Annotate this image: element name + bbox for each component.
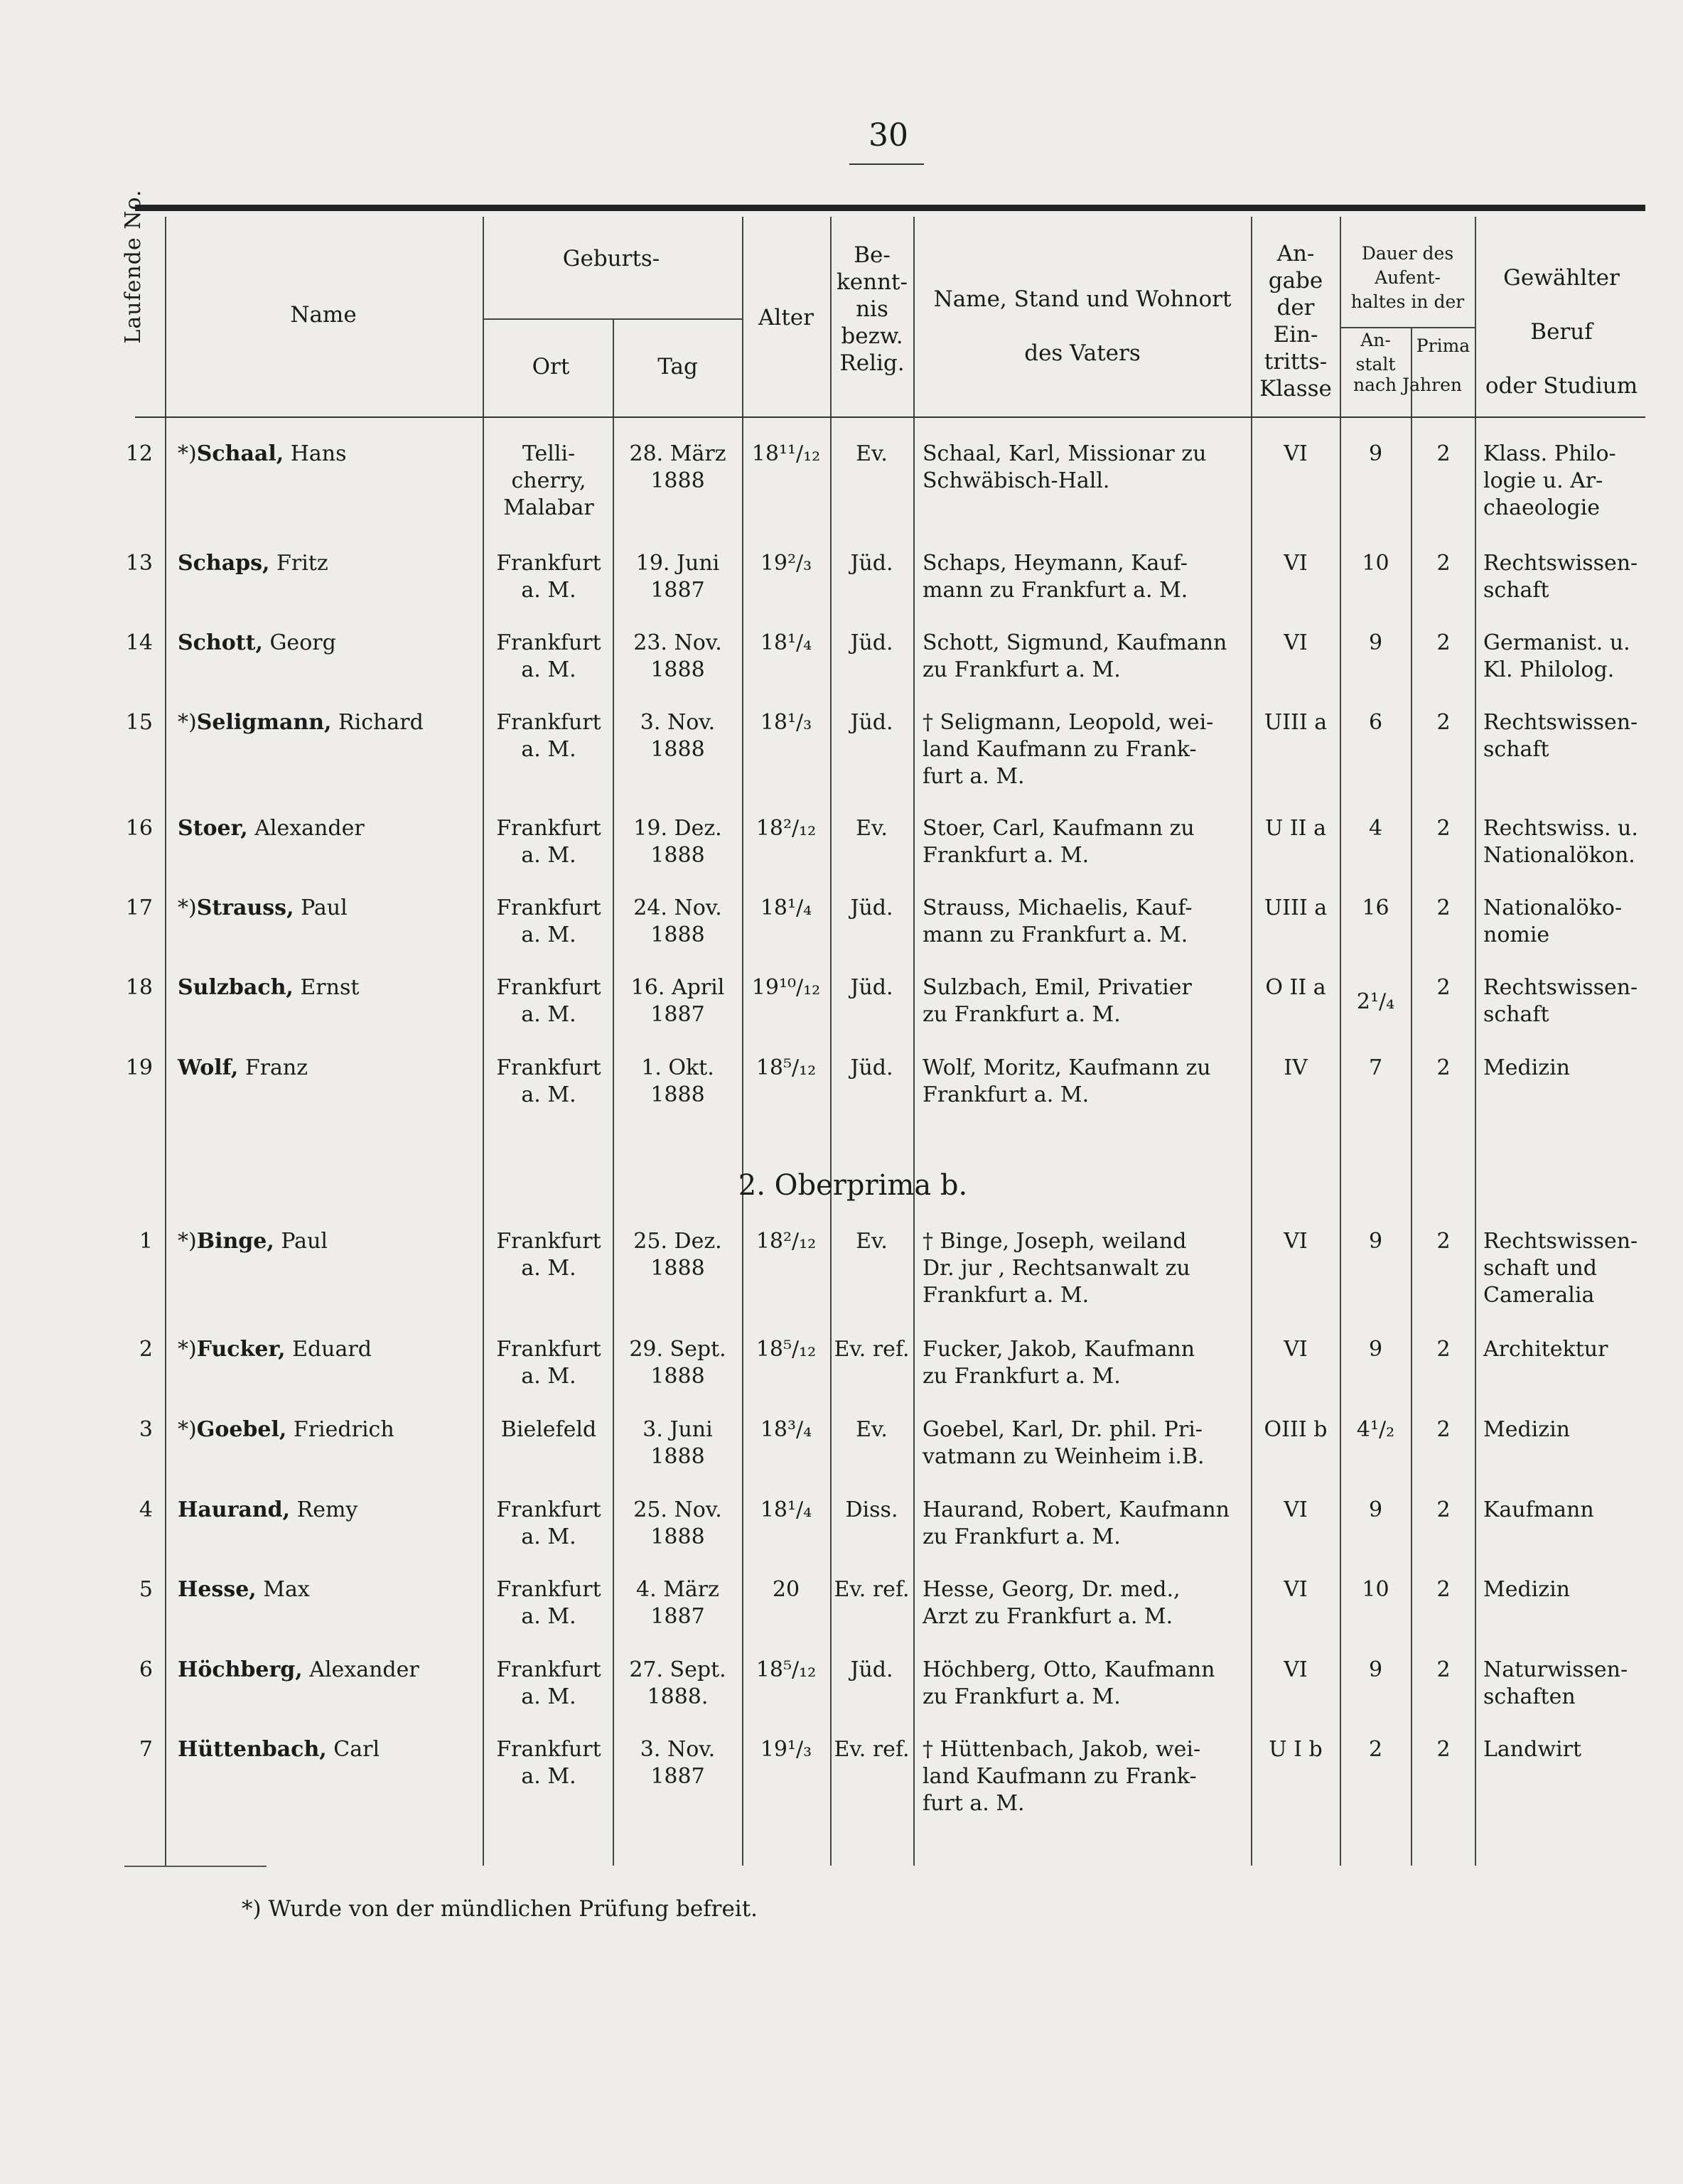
cell-beruf: Medizin [1483,1055,1570,1080]
student-firstname: Carl [333,1737,380,1762]
cell-alter: 18⁵/₁₂ [756,1657,817,1682]
student-name [178,1055,480,1082]
cell-ort: Frankfurt a. M. [496,1229,601,1281]
cell-vater: Schott, Sigmund, Kaufmann zu Frankfurt a. M. [923,630,1227,682]
cell-vater: † Seligmann, Leopold, wei- land Kaufmann zu Frank- furt a. M. [923,710,1214,789]
cell-tag: 25. Nov. 1888 [633,1497,722,1549]
student-surname: Fucker, [196,1337,286,1362]
cell-tag: 27. Sept. 1888. [629,1657,726,1709]
cell-klasse: O II a [1265,975,1326,1000]
cell-tag: 28. März 1888 [629,441,726,493]
cell-beruf: Rechtswissen- schaft [1483,710,1638,762]
cell-anstalt: 4¹/₂ [1356,1417,1395,1442]
cell-anstalt: 10 [1362,551,1389,576]
cell-tag: 3. Juni 1888 [642,1417,713,1469]
cell-vater: Hesse, Georg, Dr. med., Arzt zu Frankfurt a. M. [923,1577,1181,1629]
header-ort: Ort [532,354,570,380]
cell-beruf: Rechtswissen- schaft [1483,975,1638,1027]
cell-vater: Sulzbach, Emil, Privatier zu Frankfurt a. M. [923,975,1192,1027]
cell-rel: Ev. [856,1229,888,1254]
student-name [178,550,480,577]
student-surname: Goebel, [196,1417,287,1442]
column-divider [1475,217,1476,1866]
footnote-marker: *) [178,1417,197,1442]
cell-alter: 18²/₁₂ [756,816,817,841]
student-name [178,441,480,468]
student-surname: Schott, [178,630,263,655]
header-laufende-no: Laufende No. [121,189,146,344]
cell-klasse: OIII b [1264,1417,1328,1442]
student-name [178,709,480,736]
student-surname: Höchberg, [178,1657,303,1682]
cell-vater: † Hüttenbach, Jakob, wei- land Kaufmann zu Frank- furt a. M. [923,1737,1201,1816]
cell-beruf: Architektur [1483,1337,1608,1362]
column-divider [613,320,614,1866]
header-angabe: An- gabe der Ein- tritts- Klasse [1259,241,1332,402]
geburts-subrule [483,318,742,320]
table-top-rule [135,205,1645,211]
student-name [178,630,480,657]
cell-rel: Ev. ref. [834,1337,910,1362]
cell-anstalt: 10 [1362,1577,1389,1602]
student-surname: Stoer, [178,816,248,841]
cell-vater: Schaal, Karl, Missionar zu Schwäbisch-Hall. [923,441,1207,493]
footnote-rule [124,1866,267,1867]
header-nach-jahren: nach Jahren [1353,375,1462,395]
student-name [178,1576,480,1603]
cell-ort: Frankfurt a. M. [496,1497,601,1549]
cell-anstalt: 9 [1368,1337,1383,1362]
page-number: 30 [869,117,908,154]
cell-tag: 4. März 1887 [636,1577,719,1629]
cell-tag: 24. Nov. 1888 [633,895,722,947]
cell-prima: 2 [1436,1417,1451,1442]
header-vater: Name, Stand und Wohnort des Vaters [933,286,1232,366]
cell-prima: 2 [1436,441,1451,466]
cell-alter: 19¹⁰/₁₂ [751,975,821,1000]
cell-vater: † Binge, Joseph, weiland Dr. jur , Rechtsanwalt zu Frankfurt a. M. [923,1229,1190,1308]
cell-klasse: VI [1284,551,1308,576]
cell-ort: Frankfurt a. M. [496,1737,601,1789]
footnote-marker: *) [178,1337,197,1362]
cell-beruf: Landwirt [1483,1737,1582,1762]
cell-prima: 2 [1436,1497,1451,1522]
cell-beruf: Rechtswissen- schaft [1483,551,1638,603]
section-title: 2. Oberprima b. [738,1169,968,1202]
cell-beruf: Germanist. u. Kl. Philolog. [1483,630,1630,682]
cell-klasse: VI [1284,1229,1308,1254]
student-firstname: Alexander [309,1657,419,1682]
cell-klasse: VI [1284,441,1308,466]
cell-alter: 18²/₁₂ [756,1229,817,1254]
student-name [178,1336,480,1363]
student-firstname: Georg [269,630,336,655]
cell-no: 5 [139,1577,153,1602]
cell-beruf: Rechtswissen- schaft und Cameralia [1483,1229,1638,1308]
cell-klasse: VI [1284,630,1308,655]
cell-ort: Frankfurt a. M. [496,1657,601,1709]
header-dauer: Dauer des Aufent- haltes in der [1350,243,1465,312]
cell-vater: Goebel, Karl, Dr. phil. Pri- vatmann zu Weinheim i.B. [923,1417,1205,1469]
cell-vater: Stoer, Carl, Kaufmann zu Frankfurt a. M. [923,816,1195,868]
cell-anstalt: 16 [1362,895,1389,920]
cell-anstalt: 9 [1368,630,1383,655]
cell-anstalt: 2¹/₄ [1356,989,1395,1014]
cell-alter: 19¹/₃ [760,1737,812,1762]
cell-prima: 2 [1436,1337,1451,1362]
cell-prima: 2 [1436,630,1451,655]
cell-klasse: VI [1284,1497,1308,1522]
cell-tag: 19. Dez. 1888 [633,816,722,868]
cell-no: 12 [125,441,153,466]
cell-alter: 18¹/₄ [760,895,812,920]
student-surname: Wolf, [178,1055,239,1080]
student-firstname: Alexander [254,816,365,841]
cell-tag: 23. Nov. 1888 [633,630,722,682]
cell-alter: 18¹/₄ [760,630,812,655]
cell-anstalt: 7 [1368,1055,1383,1080]
cell-klasse: IV [1284,1055,1308,1080]
header-name: Name [290,302,357,328]
student-surname: Hüttenbach, [178,1737,327,1762]
cell-tag: 29. Sept. 1888 [629,1337,726,1389]
student-name [178,1657,480,1684]
column-divider [483,217,484,1866]
cell-no: 6 [139,1657,153,1682]
cell-tag: 25. Dez. 1888 [633,1229,722,1281]
cell-alter: 20 [772,1577,800,1602]
cell-prima: 2 [1436,1229,1451,1254]
student-surname: Seligmann, [196,710,332,735]
cell-rel: Jüd. [850,710,893,735]
cell-prima: 2 [1436,1577,1451,1602]
student-firstname: Eduard [292,1337,372,1362]
cell-beruf: Medizin [1483,1577,1570,1602]
cell-no: 4 [139,1497,153,1522]
student-surname: Haurand, [178,1497,291,1522]
cell-klasse: VI [1284,1337,1308,1362]
student-firstname: Paul [301,895,348,920]
cell-rel: Jüd. [850,1657,893,1682]
cell-no: 1 [139,1229,153,1254]
student-surname: Sulzbach, [178,975,294,1000]
cell-klasse: VI [1284,1657,1308,1682]
cell-prima: 2 [1436,1657,1451,1682]
cell-vater: Schaps, Heymann, Kauf- mann zu Frankfurt a. M. [923,551,1188,603]
cell-klasse: U II a [1265,816,1326,841]
cell-alter: 18¹/₃ [760,710,812,735]
student-firstname: Fritz [276,551,328,576]
cell-rel: Ev. ref. [834,1577,910,1602]
cell-rel: Jüd. [850,895,893,920]
cell-prima: 2 [1436,1055,1451,1080]
cell-rel: Diss. [845,1497,898,1522]
student-name [178,815,480,842]
student-surname: Binge, [196,1229,274,1254]
cell-vater: Haurand, Robert, Kaufmann zu Frankfurt a. M. [923,1497,1230,1549]
cell-alter: 18⁵/₁₂ [756,1337,817,1362]
cell-anstalt: 9 [1368,1657,1383,1682]
student-surname: Schaps, [178,551,270,576]
cell-beruf: Klass. Philo- logie u. Ar- chaeologie [1483,441,1616,520]
cell-rel: Jüd. [850,630,893,655]
student-firstname: Paul [281,1229,328,1254]
cell-tag: 19. Juni 1887 [635,551,720,603]
cell-anstalt: 9 [1368,1229,1383,1254]
cell-klasse: U I b [1269,1737,1323,1762]
cell-no: 2 [139,1337,153,1362]
column-divider [165,217,166,1866]
student-name [178,974,480,1001]
cell-beruf: Rechtswiss. u. Nationalökon. [1483,816,1638,868]
cell-beruf: Nationalöko- nomie [1483,895,1623,947]
cell-no: 19 [125,1055,153,1080]
cell-prima: 2 [1436,895,1451,920]
cell-anstalt: 9 [1368,441,1383,466]
cell-alter: 18¹/₄ [760,1497,812,1522]
cell-rel: Ev. [856,1417,888,1442]
cell-beruf: Kaufmann [1483,1497,1594,1522]
page-number-rule [849,163,924,165]
student-firstname: Friedrich [293,1417,394,1442]
header-beruf: Gewählter Beruf oder Studium [1485,265,1638,399]
cell-ort: Frankfurt a. M. [496,551,601,603]
cell-prima: 2 [1436,975,1451,1000]
cell-alter: 18⁵/₁₂ [756,1055,817,1080]
cell-ort: Frankfurt a. M. [496,975,601,1027]
cell-ort: Frankfurt a. M. [496,630,601,682]
cell-rel: Jüd. [850,975,893,1000]
cell-no: 7 [139,1737,153,1762]
student-name [178,895,480,922]
header-bottom-rule [135,416,1645,418]
cell-anstalt: 4 [1368,816,1383,841]
header-anstalt: An- stalt [1355,330,1396,375]
cell-beruf: Naturwissen- schaften [1483,1657,1628,1709]
cell-ort: Frankfurt a. M. [496,1577,601,1629]
cell-ort: Frankfurt a. M. [496,895,601,947]
cell-ort: Frankfurt a. M. [496,710,601,762]
cell-tag: 3. Nov. 1887 [640,1737,716,1789]
cell-alter: 19²/₃ [760,551,812,576]
cell-rel: Ev. [856,816,888,841]
cell-tag: 3. Nov. 1888 [640,710,716,762]
cell-tag: 16. April 1887 [630,975,725,1027]
footnote-marker: *) [178,1229,197,1254]
cell-prima: 2 [1436,1737,1451,1762]
cell-klasse: UIII a [1264,710,1328,735]
cell-no: 14 [125,630,153,655]
footnote-marker: *) [178,895,197,920]
student-firstname: Remy [296,1497,358,1522]
cell-ort: Bielefeld [500,1417,597,1442]
cell-ort: Frankfurt a. M. [496,1337,601,1389]
student-firstname: Franz [244,1055,308,1080]
cell-klasse: UIII a [1264,895,1328,920]
cell-beruf: Medizin [1483,1417,1570,1442]
cell-vater: Höchberg, Otto, Kaufmann zu Frankfurt a. M. [923,1657,1215,1709]
cell-rel: Jüd. [850,551,893,576]
cell-ort: Frankfurt a. M. [496,1055,601,1107]
cell-anstalt: 6 [1368,710,1383,735]
cell-rel: Ev. ref. [834,1737,910,1762]
student-name [178,1497,480,1524]
footnote-marker: *) [178,710,197,735]
cell-no: 16 [125,816,153,841]
footnote-marker: *) [178,441,197,466]
cell-prima: 2 [1436,551,1451,576]
cell-no: 13 [125,551,153,576]
column-divider [913,217,915,1866]
cell-no: 15 [125,710,153,735]
cell-klasse: VI [1284,1577,1308,1602]
student-firstname: Hans [290,441,347,466]
student-name [178,1736,480,1763]
cell-rel: Jüd. [850,1055,893,1080]
student-firstname: Ernst [300,975,360,1000]
student-name [178,1416,480,1443]
student-surname: Hesse, [178,1577,257,1602]
cell-no: 17 [125,895,153,920]
header-prima: Prima [1416,335,1470,356]
cell-vater: Fucker, Jakob, Kaufmann zu Frankfurt a. M. [923,1337,1195,1389]
cell-anstalt: 9 [1368,1497,1383,1522]
cell-no: 18 [125,975,153,1000]
student-surname: Strauss, [196,895,294,920]
cell-ort: Telli- cherry, Malabar [503,441,594,520]
cell-alter: 18³/₄ [760,1417,812,1442]
cell-alter: 18¹¹/₁₂ [751,441,821,466]
cell-no: 3 [139,1417,153,1442]
header-tag: Tag [657,354,698,380]
student-name [178,1228,480,1255]
cell-tag: 1. Okt. 1888 [641,1055,714,1107]
cell-ort: Frankfurt a. M. [496,816,601,868]
footnote: *) Wurde von der mündlichen Prüfung befreit. [242,1896,758,1922]
student-firstname: Max [263,1577,310,1602]
student-firstname: Richard [338,710,424,735]
cell-vater: Strauss, Michaelis, Kauf- mann zu Frankfurt a. M. [923,895,1193,947]
header-geburts: Geburts- [562,246,660,271]
student-surname: Schaal, [196,441,284,466]
cell-rel: Ev. [856,441,888,466]
header-bekenntnis: Be- kennt- nis bezw. Relig. [837,242,908,376]
cell-vater: Wolf, Moritz, Kaufmann zu Frankfurt a. M. [923,1055,1211,1107]
header-alter: Alter [758,305,814,330]
cell-anstalt: 2 [1368,1737,1383,1762]
cell-prima: 2 [1436,816,1451,841]
cell-prima: 2 [1436,710,1451,735]
